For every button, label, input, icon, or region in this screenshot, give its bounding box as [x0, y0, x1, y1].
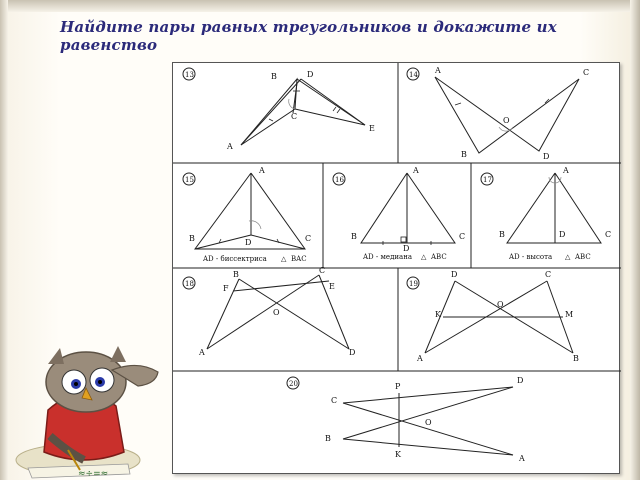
triangle-symbol: △: [281, 255, 287, 263]
vertex-label: D: [245, 238, 252, 247]
vertex-label: O: [273, 308, 280, 317]
problem-19: [407, 270, 579, 363]
vertex-label: B: [233, 270, 239, 279]
problem-number: 19: [409, 280, 418, 288]
vertex-label: A: [413, 166, 419, 175]
vertex-label: B: [325, 434, 331, 443]
vertex-label: M: [565, 310, 574, 319]
vertex-label: C: [459, 232, 466, 241]
frame-left-border: [0, 0, 8, 480]
problem-number: 16: [335, 176, 344, 184]
problem-13: [183, 68, 375, 151]
vertex-label: C: [545, 270, 552, 279]
vertex-label: D: [349, 348, 356, 357]
problem-number: 14: [409, 71, 418, 79]
vertex-label: D: [403, 244, 410, 253]
vertex-label: B: [499, 230, 505, 239]
problems-panel: [172, 62, 620, 474]
vertex-label: O: [503, 116, 510, 125]
vertex-label: A: [227, 142, 233, 151]
vertex-label: B: [189, 234, 195, 243]
vertex-label: D: [517, 376, 524, 385]
vertex-label: A: [417, 354, 423, 363]
problems-grid: [173, 63, 621, 475]
vertex-label: D: [307, 70, 314, 79]
vertex-label: A: [563, 166, 569, 175]
caption-right: BAC: [291, 255, 307, 263]
vertex-label: A: [199, 348, 205, 357]
grid-lines: [173, 63, 621, 371]
triangle-symbol: △: [565, 253, 571, 261]
problem-number: 15: [185, 176, 194, 184]
vertex-label: D: [559, 230, 566, 239]
vertex-label: A: [519, 454, 525, 463]
svg-text:≈÷=≈: ≈÷=≈: [78, 469, 109, 479]
vertex-label: D: [543, 152, 550, 161]
vertex-label: B: [271, 72, 277, 81]
vertex-label: O: [425, 418, 432, 427]
vertex-label: K: [395, 450, 401, 459]
vertex-label: P: [395, 382, 401, 391]
vertex-label: E: [329, 282, 335, 291]
problem-20: [287, 376, 525, 463]
vertex-label: C: [331, 396, 338, 405]
caption: AD - медиана: [363, 253, 413, 261]
frame-right-border: [630, 0, 640, 480]
vertex-label: C: [319, 266, 326, 275]
vertex-label: C: [291, 112, 298, 121]
vertex-label: A: [259, 166, 265, 175]
vertex-label: K: [435, 310, 441, 319]
vertex-label: C: [583, 68, 590, 77]
triangle-symbol: △: [421, 253, 427, 261]
slide-title: Найдите пары равных треугольников и докажите их равенство: [60, 18, 557, 54]
vertex-label: B: [573, 354, 579, 363]
caption: AD - высота: [509, 253, 553, 261]
problem-17: [481, 166, 611, 261]
caption-right: ABC: [431, 253, 447, 261]
caption: AD - биссектриса: [203, 255, 267, 263]
vertex-label: A: [435, 66, 441, 75]
frame-top-border: [0, 0, 640, 12]
vertex-label: B: [351, 232, 357, 241]
vertex-label: E: [369, 124, 375, 133]
owl-illustration: [8, 340, 178, 480]
vertex-label: B: [461, 150, 467, 159]
problem-number: 20: [289, 380, 298, 388]
vertex-label: C: [605, 230, 612, 239]
vertex-label: O: [497, 300, 504, 309]
problem-18: [183, 266, 355, 357]
vertex-label: C: [305, 234, 312, 243]
caption-right: ABC: [575, 253, 591, 261]
problem-14: [407, 66, 589, 161]
problem-16: [333, 166, 465, 261]
problem-number: 18: [185, 280, 194, 288]
vertex-label: F: [223, 284, 229, 293]
problem-15: [183, 166, 311, 263]
problem-number: 13: [185, 71, 194, 79]
problem-number: 17: [483, 176, 492, 184]
vertex-label: D: [451, 270, 458, 279]
